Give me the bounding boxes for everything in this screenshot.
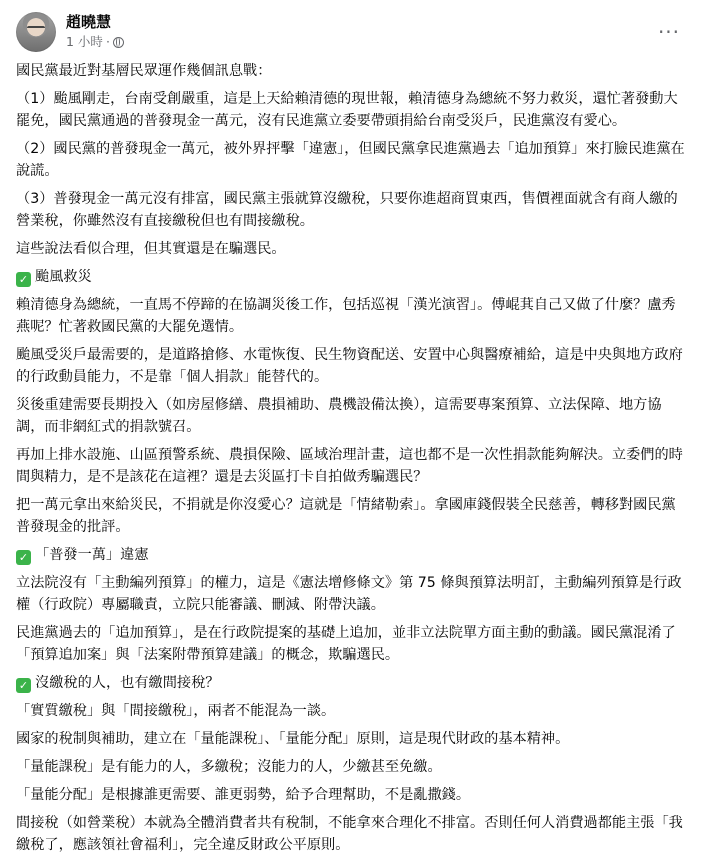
- author-avatar[interactable]: [16, 12, 56, 52]
- paragraph-text: 沒繳稅的人，也有繳間接稅？: [35, 675, 220, 691]
- more-options-button[interactable]: ···: [657, 20, 681, 44]
- paragraph-text: 「量能分配」是根據誰更需要、誰更弱勢，給予合理幫助，不是亂撒錢。: [16, 787, 471, 803]
- post-paragraph: [16, 60, 688, 82]
- post-paragraph: [16, 294, 688, 338]
- paragraph-text: 這些說法看似合理，但其實還是在騙選民。: [16, 241, 286, 257]
- paragraph-text: （3）普發現金一萬元沒有排富，國民黨主張就算沒繳稅，只要你進超商買東西，售價裡面就含有商人繳的營業稅，你雖然沒有直接繳稅但也有間接繳稅。: [16, 191, 678, 229]
- paragraph-text: 賴清德身為總統，一直馬不停蹄的在協調災後工作，包括巡視「漢光演習」。傅崐萁自己又做了什麼？盧秀燕呢？忙著救國民黨的大罷免選情。: [16, 297, 676, 335]
- post-paragraph: [16, 88, 688, 132]
- paragraph-text: 「量能課稅」是有能力的人，多繳稅；沒能力的人，少繳甚至免繳。: [16, 759, 442, 775]
- paragraph-text: 把一萬元拿出來給災民，不捐就是你沒愛心？這就是「情緒勒索」。拿國庫錢假裝全民慈善，轉移對國民黨普發現金的批評。: [16, 497, 676, 535]
- post-content: [16, 60, 688, 862]
- post-meta: [66, 34, 124, 50]
- paragraph-text: 災後重建需要長期投入（如房屋修繕、農損補助、農機設備汰換），這需要專案預算、立法保障、地方協調，而非網紅式的捐款號召。: [16, 397, 662, 435]
- check-mark-icon: ✓: [16, 678, 31, 693]
- paragraph-text: 國民黨最近對基層民眾運作幾個訊息戰：: [16, 63, 272, 79]
- post-paragraph: [16, 784, 688, 806]
- post-header: [16, 12, 685, 54]
- post-paragraph: [16, 622, 688, 666]
- author-name[interactable]: 趙曉慧: [66, 13, 112, 31]
- post-paragraph: [16, 812, 688, 856]
- avatar-glasses-icon: [27, 26, 45, 33]
- paragraph-text: 「實質繳稅」與「間接繳稅」，兩者不能混為一談。: [16, 703, 336, 719]
- post-paragraph: [16, 494, 688, 538]
- post-time[interactable]: 1 小時: [66, 34, 103, 49]
- section-heading: [16, 672, 688, 694]
- paragraph-text: 颱風受災戶最需要的，是道路搶修、水電恢復、民生物資配送、安置中心與醫療補給，這是中央與地方政府的行政動員能力，不是靠「個人捐款」能替代的。: [16, 347, 683, 385]
- globe-icon[interactable]: [113, 37, 124, 48]
- post-paragraph: [16, 344, 688, 388]
- paragraph-text: 國家的稅制與補助，建立在「量能課稅」、「量能分配」原則，這是現代財政的基本精神。: [16, 731, 570, 747]
- post-paragraph: [16, 394, 688, 438]
- paragraph-text: 再加上排水設施、山區預警系統、農損保險、區域治理計畫，這也都不是一次性捐款能夠解決。立委們的時間與精力，是不是該花在這裡？還是去災區打卡自拍做秀騙選民？: [16, 447, 683, 485]
- paragraph-text: 颱風救災: [35, 269, 92, 285]
- check-mark-icon: ✓: [16, 550, 31, 565]
- paragraph-text: 間接稅（如營業稅）本就為全體消費者共有稅制，不能拿來合理化不排富。否則任何人消費過都能主張「我繳稅了，應該領社會福利」，完全違反財政公平原則。: [16, 815, 683, 853]
- post-paragraph: [16, 728, 688, 750]
- post-paragraph: [16, 188, 688, 232]
- section-heading: [16, 266, 688, 288]
- post-paragraph: [16, 572, 688, 616]
- post-paragraph: [16, 444, 688, 488]
- section-heading: [16, 544, 688, 566]
- post-paragraph: [16, 700, 688, 722]
- paragraph-text: 「普發一萬」違憲: [35, 547, 149, 563]
- paragraph-text: （2）國民黨的普發現金一萬元，被外界抨擊「違憲」，但國民黨拿民進黨過去「追加預算」來打臉民進黨在說謊。: [16, 141, 685, 179]
- paragraph-text: 立法院沒有「主動編列預算」的權力，這是《憲法增修條文》第 75 條與預算法明訂，主動編列預算是行政權（行政院）專屬職責，立院只能審議、刪減、附帶決議。: [16, 575, 682, 613]
- meta-separator: ·: [105, 34, 110, 49]
- post-paragraph: [16, 238, 688, 260]
- check-mark-icon: ✓: [16, 272, 31, 287]
- paragraph-text: 民進黨過去的「追加預算」，是在行政院提案的基礎上追加，並非立法院單方面主動的動議。國民黨混淆了「預算追加案」與「法案附帶預算建議」的概念，欺騙選民。: [16, 625, 676, 663]
- paragraph-text: （1）颱風剛走，台南受創嚴重，這是上天給賴清德的現世報，賴清德身為總統不努力救災，還忙著發動大罷免，國民黨通過的普發現金一萬元，沒有民進黨立委要帶頭捐給台南受災戶，民進黨沒有愛心。: [16, 91, 678, 129]
- post-paragraph: [16, 756, 688, 778]
- post-paragraph: [16, 138, 688, 182]
